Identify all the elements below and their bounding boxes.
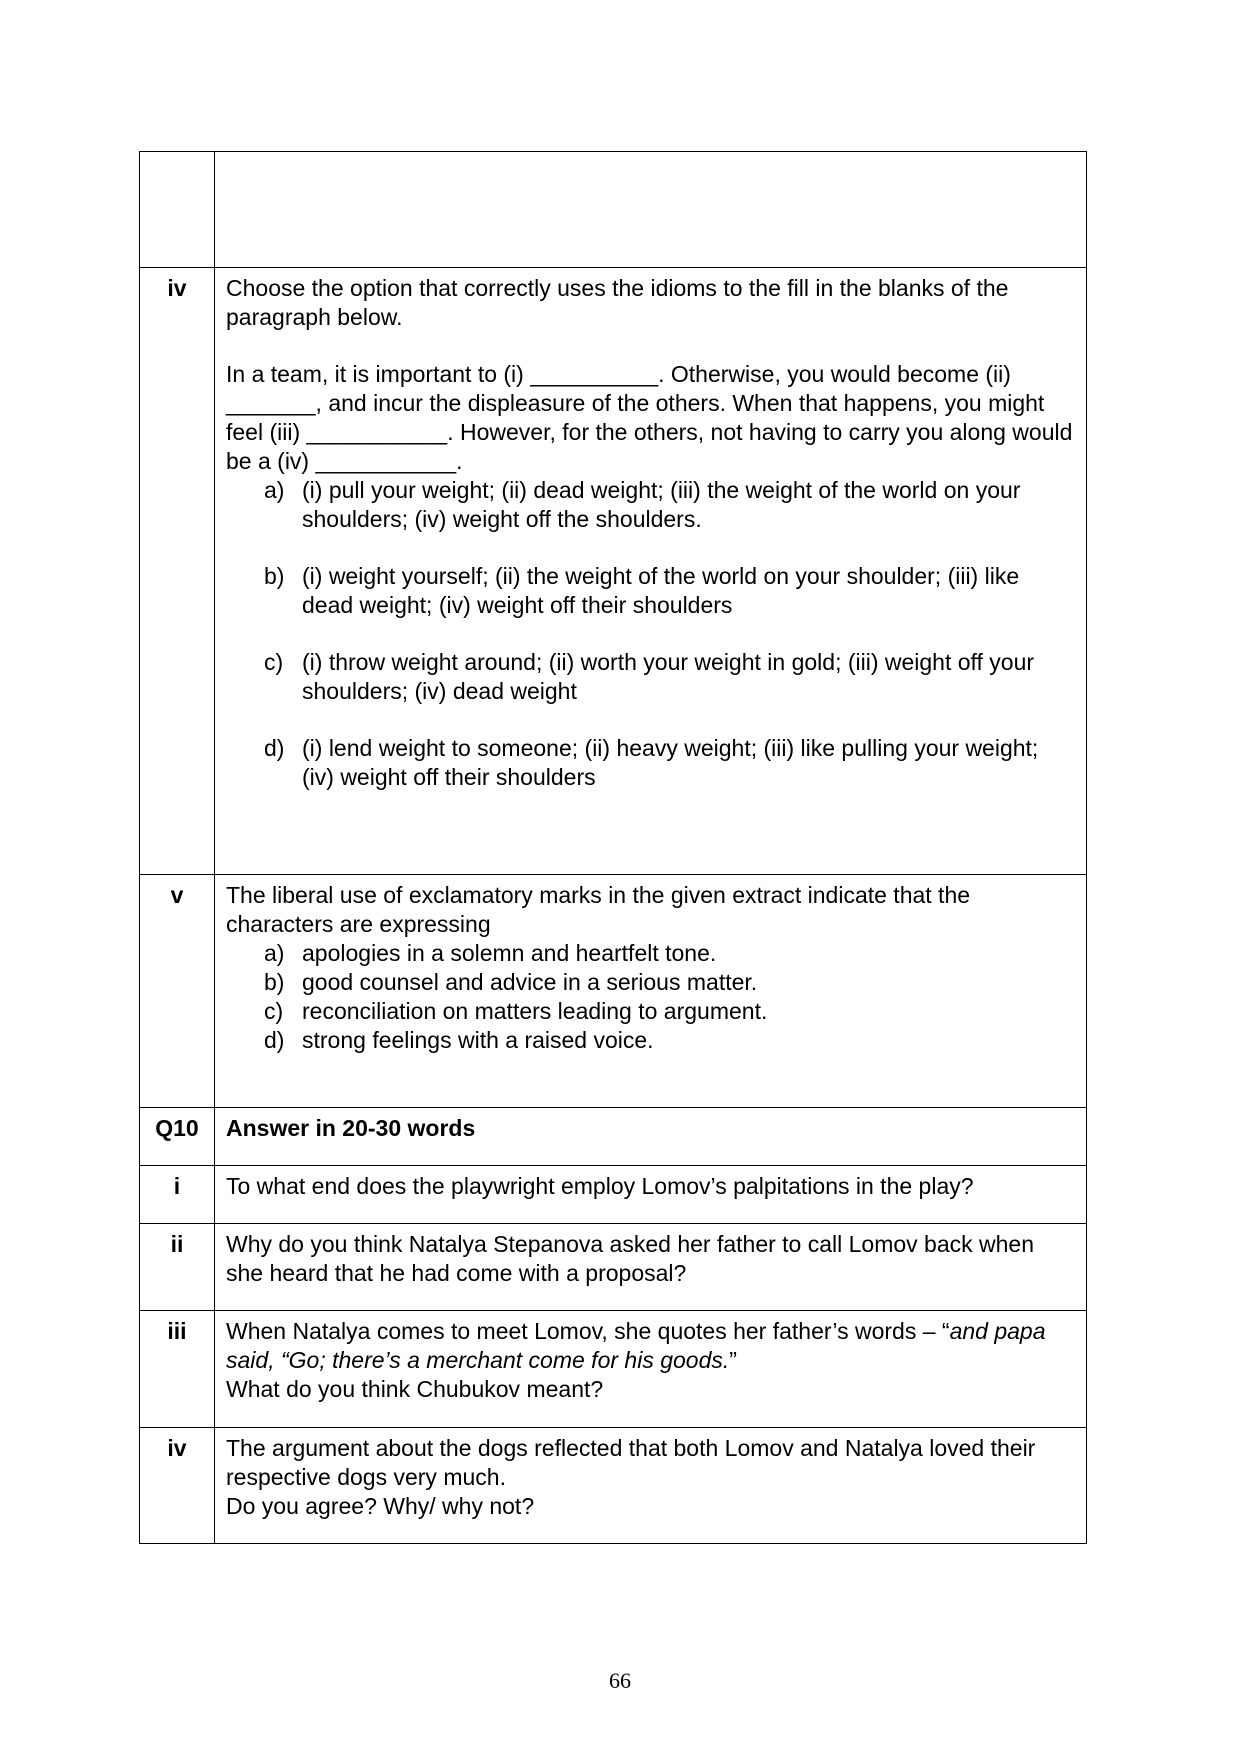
- option-item: [264, 562, 1076, 620]
- row-number: Q10: [140, 1108, 215, 1166]
- quoted-words: and papa said, “Go; there’s a merchant come for his goods.: [226, 1318, 1046, 1373]
- table-row-q10-iii: [140, 1311, 1087, 1428]
- table-row-blank: [140, 152, 1087, 268]
- question-table: [139, 151, 1087, 1544]
- table-row-q10-ii: [140, 1224, 1087, 1311]
- question-text: The argument about the dogs reflected that both Lomov and Natalya loved their respective dogs very much.: [226, 1435, 1036, 1490]
- option-text: strong feelings with a raised voice.: [302, 1027, 654, 1053]
- options-list: [226, 476, 1076, 792]
- option-item: [264, 968, 1076, 997]
- table-row-q10-iv: [140, 1428, 1087, 1544]
- question-text-start: When Natalya comes to meet Lomov, she quotes her father’s words – “: [226, 1318, 950, 1344]
- row-number: iv: [140, 1428, 215, 1544]
- row-content: [215, 1224, 1087, 1311]
- option-letter: a): [264, 940, 285, 966]
- table-row-v: [140, 875, 1087, 1108]
- option-letter: b): [264, 563, 285, 589]
- option-item: [264, 1026, 1076, 1055]
- option-item: [264, 734, 1076, 792]
- row-number: iii: [140, 1311, 215, 1428]
- row-number: v: [140, 875, 215, 1108]
- option-text: (i) weight yourself; (ii) the weight of the world on your shoulder; (iii) like dead weight; (iv) weight off their shoulders: [302, 563, 1020, 618]
- table-row-q10: [140, 1108, 1087, 1166]
- option-letter: c): [264, 649, 284, 675]
- row-number: ii: [140, 1224, 215, 1311]
- option-letter: c): [264, 998, 284, 1024]
- row-content: [215, 1311, 1087, 1428]
- question-text: Choose the option that correctly uses the idioms to the fill in the blanks of the paragraph below.: [226, 275, 1009, 330]
- option-item: [264, 476, 1076, 534]
- option-letter: d): [264, 735, 285, 761]
- option-text: (i) throw weight around; (ii) worth your weight in gold; (iii) weight off your shoulders; (iv) dead weight: [302, 649, 1035, 704]
- question-text: [226, 1317, 1076, 1375]
- question-text: To what end does the playwright employ Lomov’s palpitations in the play?: [226, 1173, 974, 1199]
- follow-up-question: What do you think Chubukov meant?: [226, 1376, 604, 1402]
- follow-up-question: Do you agree? Why/ why not?: [226, 1493, 535, 1519]
- row-content: [215, 1428, 1087, 1544]
- row-content-cell: [215, 152, 1087, 268]
- row-content: [215, 268, 1087, 875]
- option-letter: b): [264, 969, 285, 995]
- row-number-cell: [140, 152, 215, 268]
- option-text: good counsel and advice in a serious matter.: [302, 969, 758, 995]
- option-letter: d): [264, 1027, 285, 1053]
- row-content: [215, 1108, 1087, 1166]
- row-content: [215, 875, 1087, 1108]
- question-text: Why do you think Natalya Stepanova asked her father to call Lomov back when she heard that he had come with a proposal?: [226, 1231, 1035, 1286]
- option-item: [264, 997, 1076, 1026]
- option-item: [264, 939, 1076, 968]
- option-text: reconciliation on matters leading to argument.: [302, 998, 768, 1024]
- question-text-end: ”: [729, 1347, 737, 1373]
- page-number: 66: [609, 1668, 631, 1693]
- row-number: i: [140, 1166, 215, 1224]
- option-text: (i) pull your weight; (ii) dead weight; (iii) the weight of the world on your shoulders; (iv) weight off the shoulders.: [302, 477, 1021, 532]
- row-number: iv: [140, 268, 215, 875]
- option-text: (i) lend weight to someone; (ii) heavy weight; (iii) like pulling your weight; (iv) weight off their shoulders: [302, 735, 1039, 790]
- options-list: [226, 939, 1076, 1055]
- table-row-iv: [140, 268, 1087, 875]
- table-row-q10-i: [140, 1166, 1087, 1224]
- fill-in-paragraph: In a team, it is important to (i) __________. Otherwise, you would become (ii) _______, and incur the displeasure of the others. When that happens, you might feel (iii) ___________. However, for the others, not having to carry you along would be a (iv) ___________.: [226, 361, 1073, 474]
- option-text: apologies in a solemn and heartfelt tone.: [302, 940, 717, 966]
- section-heading: Answer in 20-30 words: [226, 1115, 476, 1141]
- option-letter: a): [264, 477, 285, 503]
- option-item: [264, 648, 1076, 706]
- row-content: [215, 1166, 1087, 1224]
- question-text: The liberal use of exclamatory marks in the given extract indicate that the characters are expressing: [226, 882, 971, 937]
